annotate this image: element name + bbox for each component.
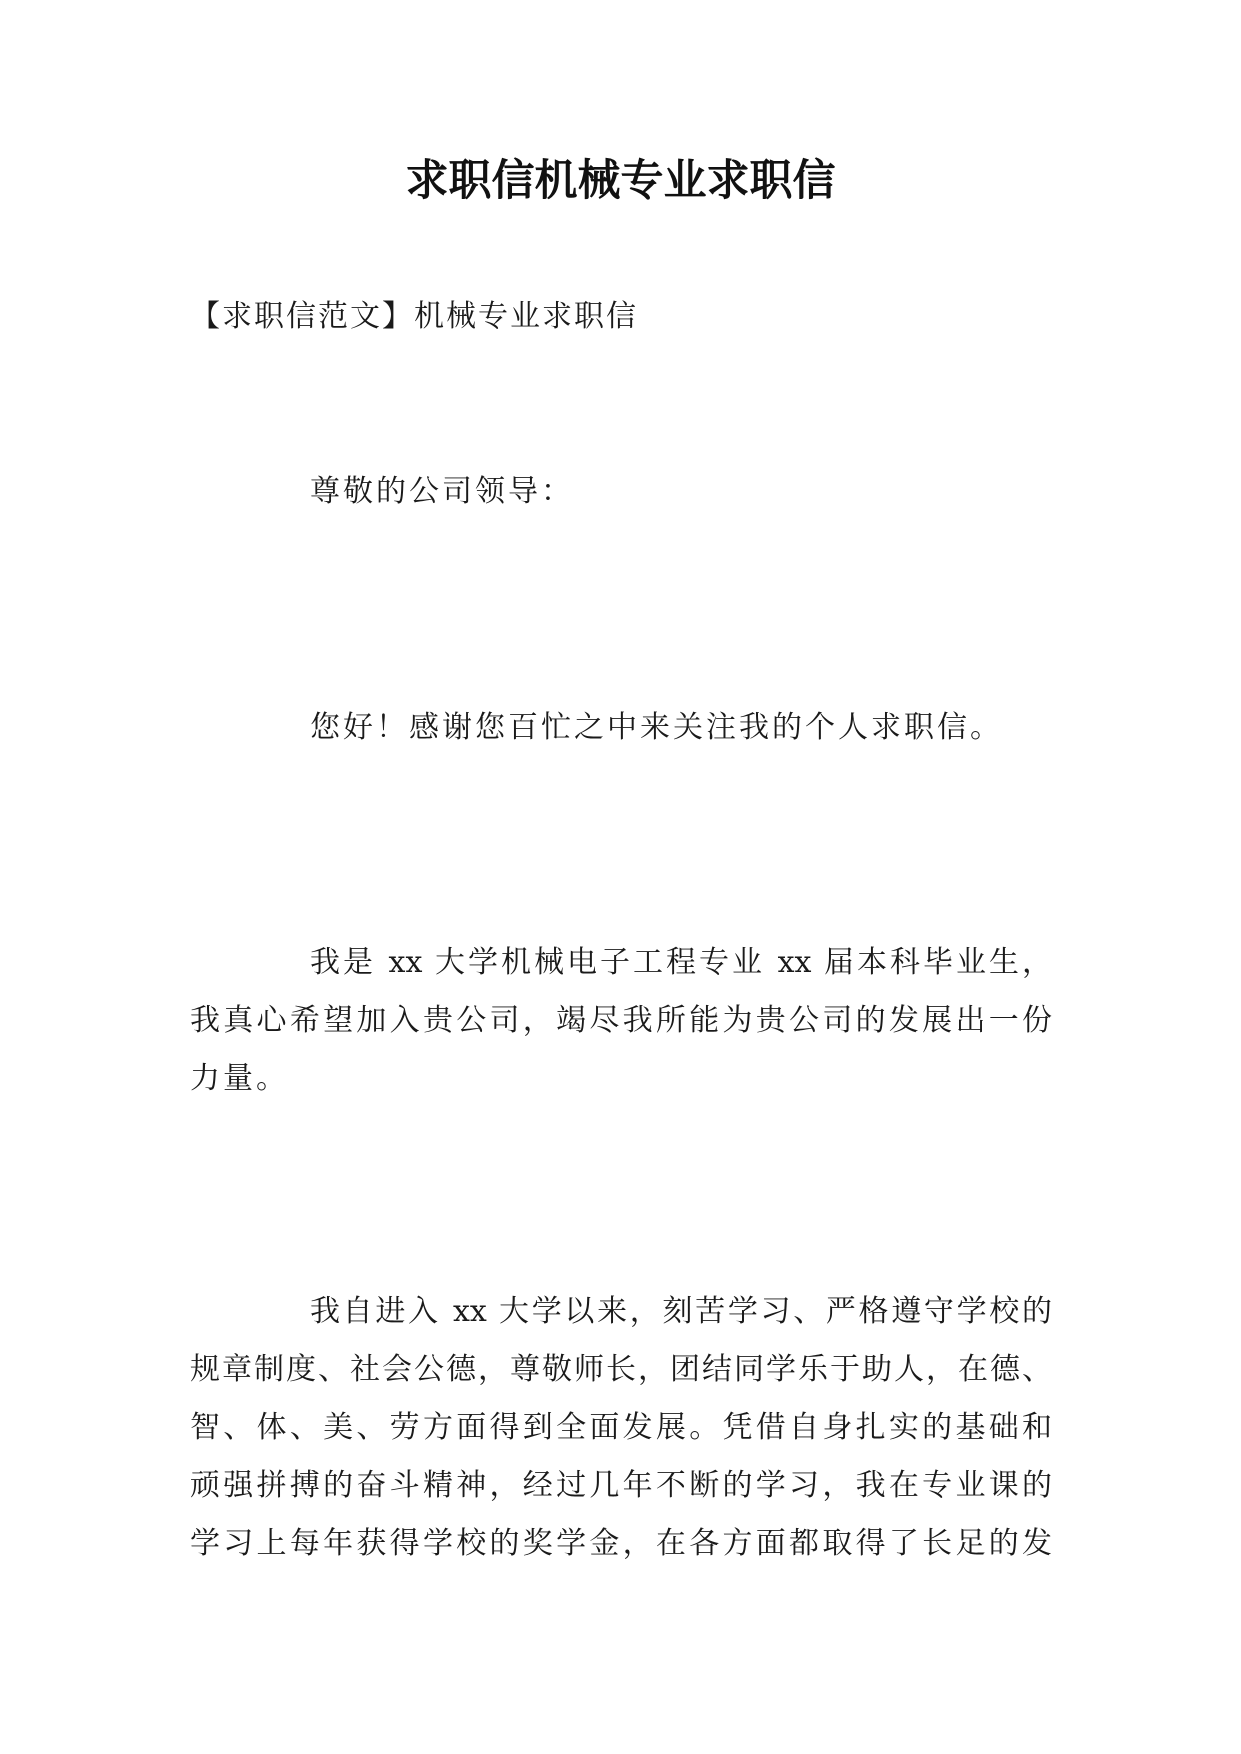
paragraph-line: 智、体、美、劳方面得到全面发展。凭借自身扎实的基础和 [190, 1410, 1052, 1445]
paragraph-line: 学习上每年获得学校的奖学金，在各方面都取得了长足的发 [190, 1526, 1052, 1561]
paragraph-line: 我真心希望加入贵公司，竭尽我所能为贵公司的发展出一份 [190, 1003, 1052, 1038]
greeting-paragraph: 您好！感谢您百忙之中来关注我的个人求职信。 [310, 710, 1003, 745]
document-subtitle: 【求职信范文】机械专业求职信 [190, 299, 638, 334]
paragraph-line: 我是 xx 大学机械电子工程专业 xx 届本科毕业生， [310, 945, 1052, 980]
paragraph-line: 顽强拼搏的奋斗精神，经过几年不断的学习，我在专业课的 [190, 1468, 1052, 1503]
document-title: 求职信机械专业求职信 [405, 156, 836, 206]
paragraph-line: 规章制度、社会公德，尊敬师长，团结同学乐于助人，在德、 [190, 1352, 1052, 1387]
paragraph-line: 我自进入 xx 大学以来，刻苦学习、严格遵守学校的 [310, 1294, 1052, 1329]
salutation: 尊敬的公司领导： [310, 474, 574, 509]
paragraph-line: 力量。 [190, 1061, 289, 1096]
